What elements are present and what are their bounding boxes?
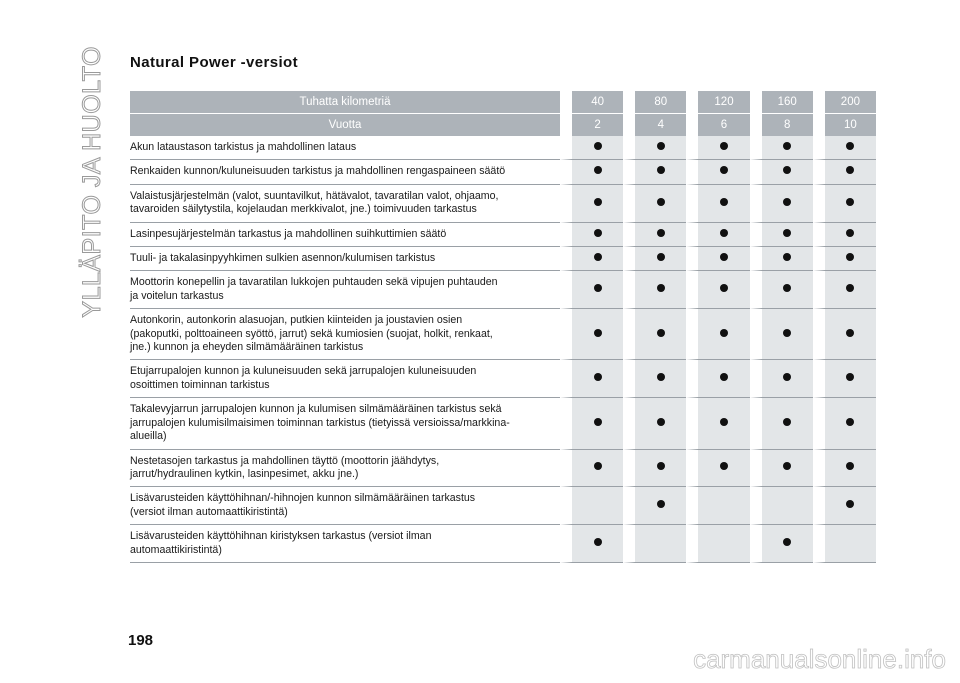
interval-cell-3 bbox=[750, 223, 813, 247]
check-dot-icon bbox=[720, 284, 728, 292]
check-dot-icon bbox=[783, 142, 791, 150]
check-dot-icon bbox=[720, 329, 728, 337]
row-description-line: Tuuli- ja takalasinpyyhkimen sulkien asennon/kulumisen tarkistus bbox=[130, 252, 436, 265]
row-description-line: Renkaiden kunnon/kuluneisuuden tarkistus ja mahdollinen rengaspaineen säätö bbox=[130, 165, 506, 178]
check-dot-icon bbox=[783, 253, 791, 261]
check-dot-icon bbox=[783, 229, 791, 237]
check-dot-icon bbox=[657, 198, 665, 206]
row-description bbox=[130, 360, 560, 398]
page-number: 198 bbox=[128, 632, 154, 649]
interval-cell-4 bbox=[813, 271, 876, 309]
row-description-line: Akun lataustason tarkistus ja mahdollinen lataus bbox=[130, 141, 357, 153]
check-dot-icon bbox=[720, 198, 728, 206]
check-dot-icon bbox=[720, 253, 728, 261]
section-side-title-text: YLLÄPITO JA HUOLTO bbox=[78, 46, 106, 318]
interval-cell-0 bbox=[560, 136, 623, 160]
check-dot-icon bbox=[657, 229, 665, 237]
check-dot-icon bbox=[720, 462, 728, 470]
check-dot-icon bbox=[846, 229, 854, 237]
header-km-1: 80 bbox=[623, 91, 686, 113]
check-dot-icon bbox=[657, 253, 665, 261]
header-km-3: 160 bbox=[750, 91, 813, 113]
table-row bbox=[130, 223, 876, 247]
check-dot-icon bbox=[846, 166, 854, 174]
check-dot-icon bbox=[846, 142, 854, 150]
interval-cell-3 bbox=[750, 185, 813, 223]
interval-cell-1 bbox=[623, 271, 686, 309]
row-description-line: Lisävarusteiden käyttöhihnan kiristyksen tarkastus (versiot ilman bbox=[130, 530, 432, 543]
check-dot-icon bbox=[594, 142, 602, 150]
header-year-4: 10 bbox=[813, 113, 876, 136]
check-dot-icon bbox=[720, 229, 728, 237]
row-description-line: jarrupalojen kulumisilmaisimen toiminnan tarkistus (tietyissä versioissa/markkina- bbox=[130, 416, 510, 429]
interval-cell-1 bbox=[623, 360, 686, 398]
row-description bbox=[130, 271, 560, 309]
check-dot-icon bbox=[783, 418, 791, 426]
interval-cell-4 bbox=[813, 309, 876, 360]
interval-cell-2 bbox=[686, 223, 749, 247]
check-dot-icon bbox=[657, 166, 665, 174]
row-description-line: tavaroiden säilytystila, kojelaudan merkkivalot, jne.) toimivuuden tarkastus bbox=[130, 203, 477, 216]
check-dot-icon bbox=[720, 373, 728, 381]
interval-cell-2 bbox=[686, 309, 749, 360]
table-row bbox=[130, 271, 876, 309]
header-year-1: 4 bbox=[623, 113, 686, 136]
check-dot-icon bbox=[846, 373, 854, 381]
interval-cell-0 bbox=[560, 450, 623, 488]
row-description-line: Autonkorin, autonkorin alasuojan, putkien kiinteiden ja joustavien osien bbox=[130, 314, 463, 327]
table-body bbox=[130, 136, 876, 563]
table-row bbox=[130, 247, 876, 271]
row-description bbox=[130, 450, 560, 488]
interval-cell-0 bbox=[560, 525, 623, 563]
check-dot-icon bbox=[783, 284, 791, 292]
interval-cell-0 bbox=[560, 398, 623, 449]
row-description bbox=[130, 247, 560, 271]
row-description bbox=[130, 525, 560, 563]
interval-cell-2 bbox=[686, 525, 749, 563]
interval-cell-3 bbox=[750, 136, 813, 160]
row-description-line: Etujarrupalojen kunnon ja kuluneisuuden sekä jarrupalojen kuluneisuuden bbox=[130, 365, 477, 378]
check-dot-icon bbox=[846, 418, 854, 426]
interval-cell-1 bbox=[623, 309, 686, 360]
interval-cell-2 bbox=[686, 398, 749, 449]
check-dot-icon bbox=[783, 538, 791, 546]
row-description bbox=[130, 223, 560, 247]
interval-cell-1 bbox=[623, 247, 686, 271]
check-dot-icon bbox=[846, 329, 854, 337]
row-description-line: automaattikiristintä) bbox=[130, 543, 222, 556]
interval-cell-2 bbox=[686, 487, 749, 525]
check-dot-icon bbox=[594, 538, 602, 546]
header-km-0: 40 bbox=[560, 91, 623, 113]
check-dot-icon bbox=[846, 500, 854, 508]
header-year-2: 6 bbox=[686, 113, 749, 136]
interval-cell-0 bbox=[560, 247, 623, 271]
interval-cell-1 bbox=[623, 525, 686, 563]
interval-cell-1 bbox=[623, 450, 686, 488]
section-side-title bbox=[78, 46, 118, 326]
check-dot-icon bbox=[720, 142, 728, 150]
check-dot-icon bbox=[594, 198, 602, 206]
interval-cell-2 bbox=[686, 360, 749, 398]
row-description-line: (pakoputki, polttoaineen syöttö, jarrut) sekä kumiosien (suojat, holkit, renkaat, bbox=[130, 327, 493, 340]
header-row-km bbox=[130, 91, 876, 113]
interval-cell-3 bbox=[750, 309, 813, 360]
interval-cell-2 bbox=[686, 271, 749, 309]
row-description bbox=[130, 185, 560, 223]
check-dot-icon bbox=[657, 142, 665, 150]
check-dot-icon bbox=[657, 284, 665, 292]
check-dot-icon bbox=[846, 198, 854, 206]
interval-cell-2 bbox=[686, 185, 749, 223]
check-dot-icon bbox=[657, 462, 665, 470]
interval-cell-3 bbox=[750, 271, 813, 309]
row-description-line: Moottorin konepellin ja tavaratilan lukkojen puhtauden sekä vipujen puhtauden bbox=[130, 276, 498, 289]
interval-cell-4 bbox=[813, 247, 876, 271]
row-description bbox=[130, 309, 560, 360]
interval-cell-1 bbox=[623, 136, 686, 160]
interval-cell-3 bbox=[750, 487, 813, 525]
row-description-line: jarrut/hydraulinen kytkin, lasinpesimet, akku jne.) bbox=[130, 467, 359, 480]
interval-cell-4 bbox=[813, 398, 876, 449]
interval-cell-2 bbox=[686, 247, 749, 271]
page-title: Natural Power -versiot bbox=[130, 54, 299, 71]
row-description-line: (versiot ilman automaattikiristintä) bbox=[130, 505, 288, 518]
check-dot-icon bbox=[594, 329, 602, 337]
check-dot-icon bbox=[846, 462, 854, 470]
row-description-line: Lasinpesujärjestelmän tarkastus ja mahdollinen suihkuttimien säätö bbox=[130, 227, 447, 240]
row-description bbox=[130, 487, 560, 525]
check-dot-icon bbox=[783, 462, 791, 470]
header-row-years bbox=[130, 113, 876, 136]
interval-cell-4 bbox=[813, 360, 876, 398]
interval-cell-0 bbox=[560, 223, 623, 247]
table-row bbox=[130, 450, 876, 488]
check-dot-icon bbox=[657, 418, 665, 426]
row-description bbox=[130, 160, 560, 184]
interval-cell-0 bbox=[560, 309, 623, 360]
row-description-line: ja voitelun tarkastus bbox=[130, 289, 224, 302]
check-dot-icon bbox=[594, 166, 602, 174]
interval-cell-4 bbox=[813, 487, 876, 525]
table-row bbox=[130, 487, 876, 525]
check-dot-icon bbox=[720, 418, 728, 426]
interval-cell-0 bbox=[560, 487, 623, 525]
header-year-0: 2 bbox=[560, 113, 623, 136]
interval-cell-3 bbox=[750, 398, 813, 449]
watermark: carmanualsonline.info bbox=[693, 644, 946, 674]
interval-cell-2 bbox=[686, 136, 749, 160]
row-description bbox=[130, 398, 560, 449]
table-row bbox=[130, 309, 876, 360]
header-year-3: 8 bbox=[750, 113, 813, 136]
table-row bbox=[130, 398, 876, 449]
interval-cell-0 bbox=[560, 185, 623, 223]
interval-cell-1 bbox=[623, 398, 686, 449]
interval-cell-4 bbox=[813, 160, 876, 184]
check-dot-icon bbox=[594, 253, 602, 261]
interval-cell-4 bbox=[813, 185, 876, 223]
check-dot-icon bbox=[657, 500, 665, 508]
interval-cell-1 bbox=[623, 160, 686, 184]
check-dot-icon bbox=[657, 373, 665, 381]
check-dot-icon bbox=[783, 329, 791, 337]
interval-cell-2 bbox=[686, 450, 749, 488]
check-dot-icon bbox=[594, 373, 602, 381]
interval-cell-4 bbox=[813, 223, 876, 247]
check-dot-icon bbox=[846, 253, 854, 261]
check-dot-icon bbox=[594, 229, 602, 237]
interval-cell-3 bbox=[750, 450, 813, 488]
check-dot-icon bbox=[783, 198, 791, 206]
header-km-2: 120 bbox=[686, 91, 749, 113]
interval-cell-3 bbox=[750, 160, 813, 184]
table-row bbox=[130, 160, 876, 184]
row-description-line: Valaistusjärjestelmän (valot, suuntavilkut, hätävalot, tavaratilan valot, ohjaamo, bbox=[130, 189, 499, 202]
interval-cell-0 bbox=[560, 360, 623, 398]
interval-cell-0 bbox=[560, 160, 623, 184]
maintenance-table bbox=[130, 91, 876, 563]
check-dot-icon bbox=[846, 284, 854, 292]
interval-cell-4 bbox=[813, 525, 876, 563]
interval-cell-3 bbox=[750, 247, 813, 271]
interval-cell-0 bbox=[560, 271, 623, 309]
header-km-label: Tuhatta kilometriä bbox=[130, 91, 560, 113]
interval-cell-3 bbox=[750, 525, 813, 563]
interval-cell-4 bbox=[813, 136, 876, 160]
table-row bbox=[130, 185, 876, 223]
check-dot-icon bbox=[594, 284, 602, 292]
row-description-line: osoittimen toiminnan tarkistus bbox=[130, 378, 270, 391]
check-dot-icon bbox=[720, 166, 728, 174]
table-row bbox=[130, 136, 876, 160]
interval-cell-3 bbox=[750, 360, 813, 398]
row-description-line: Nestetasojen tarkastus ja mahdollinen täyttö (moottorin jäähdytys, bbox=[130, 454, 440, 467]
interval-cell-1 bbox=[623, 185, 686, 223]
check-dot-icon bbox=[657, 329, 665, 337]
interval-cell-2 bbox=[686, 160, 749, 184]
check-dot-icon bbox=[783, 166, 791, 174]
row-description-line: Lisävarusteiden käyttöhihnan/-hihnojen kunnon silmämääräinen tarkastus bbox=[130, 492, 476, 505]
interval-cell-1 bbox=[623, 223, 686, 247]
row-description-line: Takalevyjarrun jarrupalojen kunnon ja kulumisen silmämääräinen tarkistus sekä bbox=[130, 403, 502, 416]
table-row bbox=[130, 360, 876, 398]
header-years-label: Vuotta bbox=[130, 113, 560, 136]
check-dot-icon bbox=[783, 373, 791, 381]
check-dot-icon bbox=[594, 418, 602, 426]
table-row bbox=[130, 525, 876, 563]
row-description bbox=[130, 136, 560, 160]
interval-cell-1 bbox=[623, 487, 686, 525]
check-dot-icon bbox=[594, 462, 602, 470]
interval-cell-4 bbox=[813, 450, 876, 488]
header-km-4: 200 bbox=[813, 91, 876, 113]
row-description-line: alueilla) bbox=[130, 430, 167, 443]
row-description-line: jne.) kunnon ja eheyden silmämääräinen tarkistus bbox=[130, 341, 364, 354]
